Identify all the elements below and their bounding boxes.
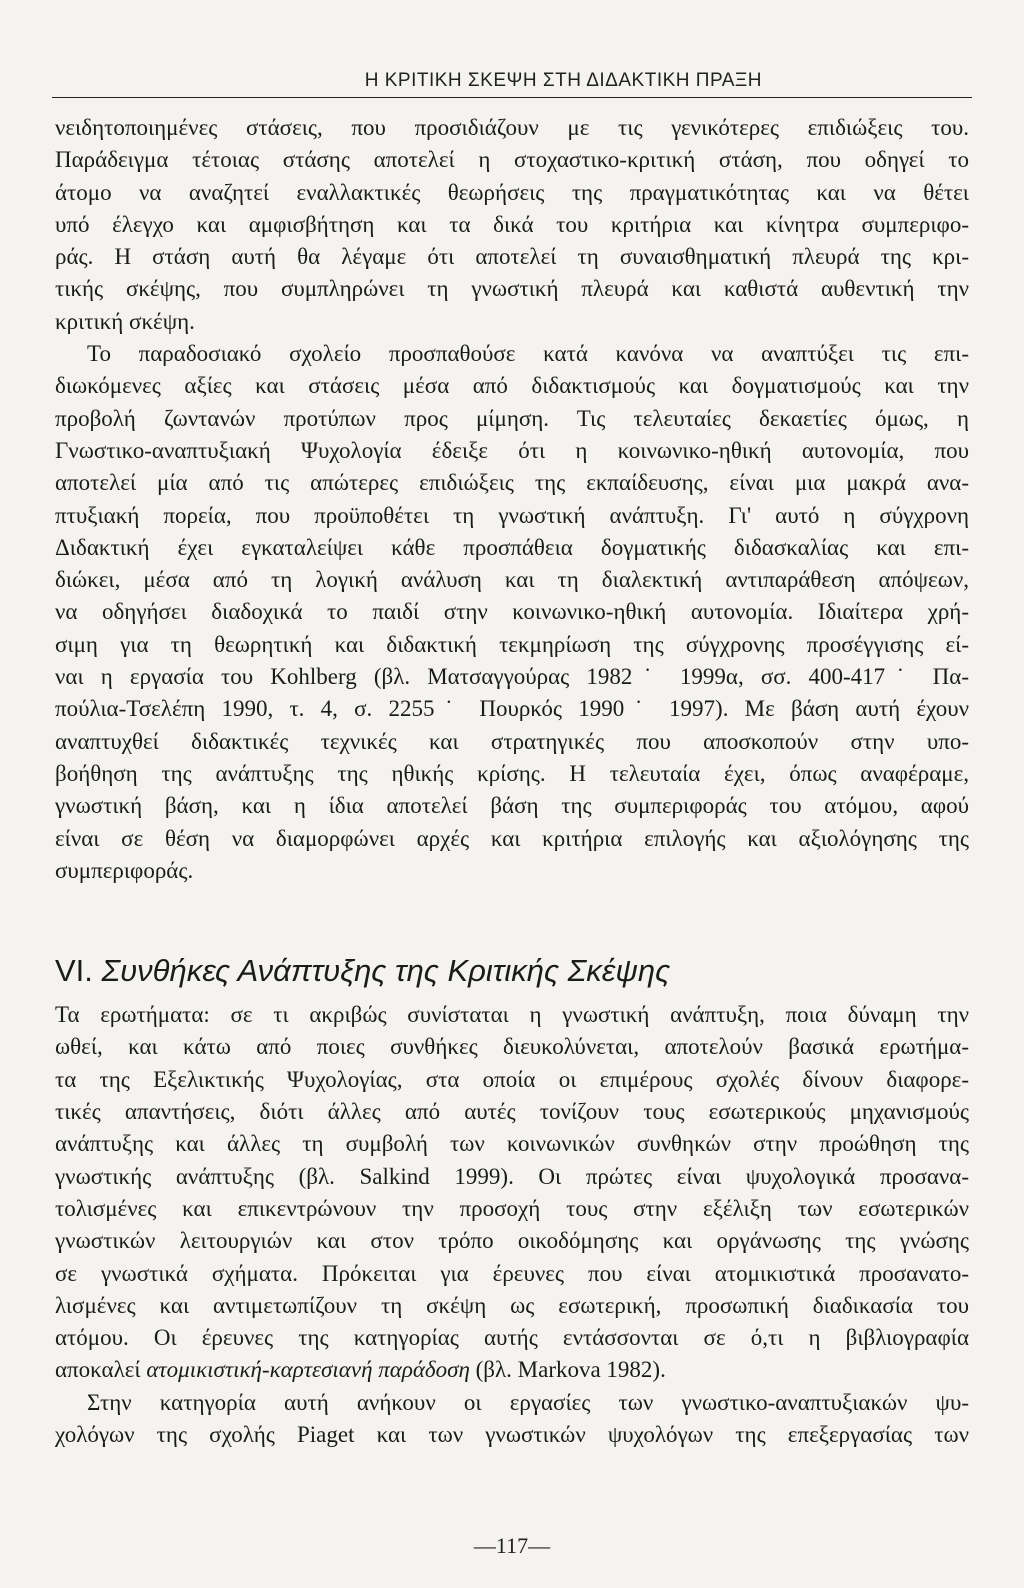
section-number: VI. xyxy=(55,953,93,989)
text-line: αποτελεί μία από τις απώτερες επιδιώξεις της εκπαίδευσης, είναι μια μακρά ανα- xyxy=(55,470,969,496)
text-line: προβολή ζωντανών προτύπων προς μίμηση. Τις τελευταίες δεκαετίες όμως, η xyxy=(55,405,969,431)
text-line: είναι σε θέση να διαμορφώνει αρχές και κριτήρια επιλογής και αξιολόγησης της xyxy=(55,825,969,851)
text-line: σιμη για τη θεωρητική και διδακτική τεκμηρίωση της σύγχρονης προσέγγισης εί- xyxy=(55,631,969,657)
italic-term: ατομικιστική-καρτεσιανή παράδοση xyxy=(146,1357,470,1383)
text-line: λισμένες και αντιμετωπίζουν τη σκέψη ως εσωτερική, προσωπική διαδικασία του xyxy=(55,1292,969,1318)
text-line: γνωστική βάση, και η ίδια αποτελεί βάση της συμπεριφοράς του ατόμου, αφού xyxy=(55,793,969,819)
text-line: γνωστικών λειτουργιών και στον τρόπο οικοδόμησης και οργάνωσης της γνώσης xyxy=(55,1228,969,1254)
running-title: Η ΚΡΙΤΙΚΗ ΣΚΕΨΗ ΣΤΗ ΔΙΔΑΚΤΙΚΗ ΠΡΑΞΗ xyxy=(364,70,762,91)
text-line: υπό έλεγχο και αμφισβήτηση και τα δικά του κριτήρια και κίνητρα συμπεριφο- xyxy=(55,211,969,237)
text-line: διώκει, μέσα από τη λογική ανάλυση και τη διαλεκτική αντιπαράθεση απόψεων, xyxy=(55,567,969,593)
text-line: ναι η εργασία του Kohlberg (βλ. Ματσαγγούρας 1982˙ 1999α, σσ. 400-417˙ Πα- xyxy=(55,664,969,690)
paragraph-2 xyxy=(55,338,969,887)
text-line: νειδητοποιημένες στάσεις, που προσιδιάζουν με τις γενικότερες επιδιώξεις του. xyxy=(55,115,969,140)
text-line: πούλια-Τσελέπη 1990, τ. 4, σ. 2255˙ Πουρκός 1990˙ 1997). Με βάση αυτή έχουν xyxy=(55,696,969,722)
text-line: χολόγων της σχολής Piaget και των γνωστικών ψυχολόγων της επεξεργασίας των xyxy=(55,1421,969,1447)
text-line: Το παραδοσιακό σχολείο προσπαθούσε κατά κανόνα να αναπτύξει τις επι- xyxy=(87,341,969,367)
paragraph-1 xyxy=(55,112,969,338)
text-line: ράς. Η στάση αυτή θα λέγαμε ότι αποτελεί τη συναισθηματική πλευρά της κρι- xyxy=(55,244,969,270)
text-line xyxy=(55,1354,969,1386)
text-line: γνωστικής ανάπτυξης (βλ. Salkind 1999). Οι πρώτες είναι ψυχολογικά προσανα- xyxy=(55,1163,969,1189)
text-line: Διδακτική έχει εγκαταλείψει κάθε προσπάθεια δογματικής διδασκαλίας και επι- xyxy=(55,534,969,560)
text-line: βοήθηση της ανάπτυξης της ηθικής κρίσης. Η τελευταία έχει, όπως αναφέραμε, xyxy=(55,760,969,786)
paragraph-4 xyxy=(55,1387,969,1452)
text-line: ανάπτυξης και άλλες τη συμβολή των κοινωνικών συνθηκών στην προώθηση της xyxy=(55,1131,969,1157)
text-line: Γνωστικο-αναπτυξιακή Ψυχολογία έδειξε ότι η κοινωνικο-ηθική αυτονομία, που xyxy=(55,437,969,463)
text-line: Τα ερωτήματα: σε τι ακριβώς συνίσταται η γνωστική ανάπτυξη, ποια δύναμη την xyxy=(55,1002,969,1028)
text-line: άτομο να αναζητεί εναλλακτικές θεωρήσεις της πραγματικότητας και να θέτει xyxy=(55,179,969,205)
text-line: συμπεριφοράς. xyxy=(55,857,194,883)
text-line: πτυξιακή πορεία, που προϋποθέτει τη γνωστική ανάπτυξη. Γι' αυτό η σύγχρονη xyxy=(55,502,969,528)
paragraph-3 xyxy=(55,999,969,1387)
text-line: τα της Εξελικτικής Ψυχολογίας, στα οποία οι επιμέρους σχολές δίνουν διαφορε- xyxy=(55,1066,969,1092)
text-line: Στην κατηγορία αυτή ανήκουν οι εργασίες των γνωστικο-αναπτυξιακών ψυ- xyxy=(87,1389,969,1415)
text-line: ατόμου. Οι έρευνες της κατηγορίας αυτής εντάσσονται σε ό,τι η βιβλιογραφία xyxy=(55,1325,969,1351)
running-head xyxy=(52,70,972,98)
text-line: να οδηγήσει διαδοχικά το παιδί στην κοινωνικο-ηθική αυτονομία. Ιδιαίτερα χρή- xyxy=(55,599,969,625)
text-line: κριτική σκέψη. xyxy=(55,308,195,334)
section-title: Συνθήκες Ανάπτυξης της Κριτικής Σκέψης xyxy=(101,953,671,989)
section-heading xyxy=(55,951,969,991)
page-number: —117— xyxy=(473,1533,551,1558)
text-line: τικές απαντήσεις, διότι άλλες από αυτές τονίζουν τους εσωτερικούς μηχανισμούς xyxy=(55,1099,969,1125)
text-run: (βλ. Markova 1982). xyxy=(469,1357,666,1383)
text-line: ωθεί, και κάτω από ποιες συνθήκες διευκολύνεται, αποτελούν βασικά ερωτήμα- xyxy=(55,1034,969,1060)
page-body xyxy=(55,112,969,1451)
text-line: διωκόμενες αξίες και στάσεις μέσα από διδακτισμούς και δογματισμούς και την xyxy=(55,373,969,399)
text-line: αναπτυχθεί διδακτικές τεχνικές και στρατηγικές που αποσκοπούν στην υπο- xyxy=(55,728,969,754)
text-line: τικής σκέψης, που συμπληρώνει τη γνωστική πλευρά και καθιστά αυθεντική την xyxy=(55,276,969,302)
text-line: Παράδειγμα τέτοιας στάσης αποτελεί η στοχαστικο-κριτική στάση, που οδηγεί το xyxy=(55,147,969,173)
text-run: αποκαλεί xyxy=(55,1357,147,1383)
text-line: τολισμένες και επικεντρώνουν την προσοχή τους στην εξέλιξη των εσωτερικών xyxy=(55,1195,969,1221)
text-line: σε γνωστικά σχήματα. Πρόκειται για έρευνες που είναι ατομικιστικά προσανατο- xyxy=(55,1260,969,1286)
